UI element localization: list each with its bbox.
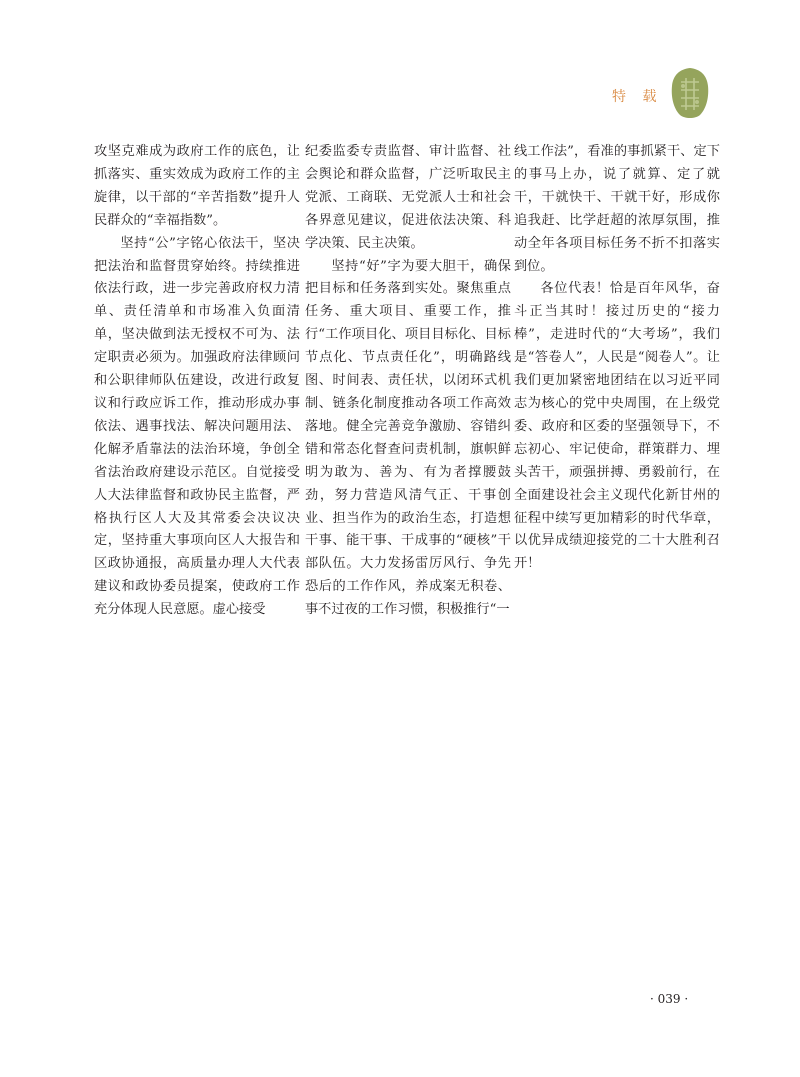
text-column-3 (514, 141, 720, 576)
section-label: 特 载 (612, 89, 663, 105)
text-column-1 (94, 141, 300, 622)
decorative-seal-icon (670, 66, 710, 120)
page-number: · 039 · (650, 992, 689, 1006)
text-column-2 (305, 141, 511, 622)
paragraph: 各位代表！恰是百年风华，奋斗正当其时！接过历史的“接力棒”，走进时代的“大考场”，我们是“答卷人”，人民是“阅卷人”。让我们更加紧密地团结在以习近平同志为核心的党中央周围，在上级党委、政府和区委的坚强领导下，不忘初心、牢记使命，群策群力、埋头苦干，顽强拼搏、勇毅前行，在全面建设社会主义现代化新甘州的征程中续写更加精彩的时代华章，以优异成绩迎接党的二十大胜利召开！ (514, 281, 720, 572)
paragraph: 坚持“公”字铭心依法干，坚决把法治和监督贯穿始终。持续推进依法行政，进一步完善政府权力清单、责任清单和市场准入负面清单，坚决做到法无授权不可为、法定职责必须为。加强政府法律顾问和公职律师队伍建设，改进行政复议和行政应诉工作，推动形成办事依法、遇事找法、解决问题用法、化解矛盾靠法的法治环境，争创全省法治政府建设示范区。自觉接受人大法律监督和政协民主监督，严格执行区人大及其常委会决议决定，坚持重大事项向区人大报告和区政协通报，高质量办理人大代表建议和政协委员提案，使政府工作充分体现人民意愿。虚心接受 (94, 235, 300, 618)
paragraph: 纪委监委专责监督、审计监督、社会舆论和群众监督，广泛听取民主党派、工商联、无党派人士和社会各界意见建议，促进依法决策、科学决策、民主决策。 (305, 144, 511, 251)
paragraph: 坚持“好”字为要大胆干，确保把目标和任务落到实处。聚焦重点任务、重大项目、重要工作，推行“工作项目化、项目目标化、目标节点化、节点责任化”，明确路线图、时间表、责任状，以闭环式机制、链条化制度推动各项工作高效落地。健全完善竞争激励、容错纠错和常态化督查问责机制，旗帜鲜明为敢为、善为、有为者撑腰鼓劲，努力营造风清气正、干事创业、担当作为的政治生态，打造想干事、能干事、干成事的“硬核”干部队伍。大力发扬雷厉风行、争先恐后的工作作风，养成案无积卷、事不过夜的工作习惯，积极推行“一 (305, 258, 511, 618)
paragraph: 线工作法”，看准的事抓紧干、定下的事马上办，说了就算、定了就干，干就快干、干就干好，形成你追我赶、比学赶超的浓厚氛围，推动全年各项目标任务不折不扣落实到位。 (514, 144, 720, 274)
paragraph: 攻坚克难成为政府工作的底色，让抓落实、重实效成为政府工作的主旋律，以干部的“辛苦指数”提升人民群众的“幸福指数”。 (94, 144, 300, 228)
